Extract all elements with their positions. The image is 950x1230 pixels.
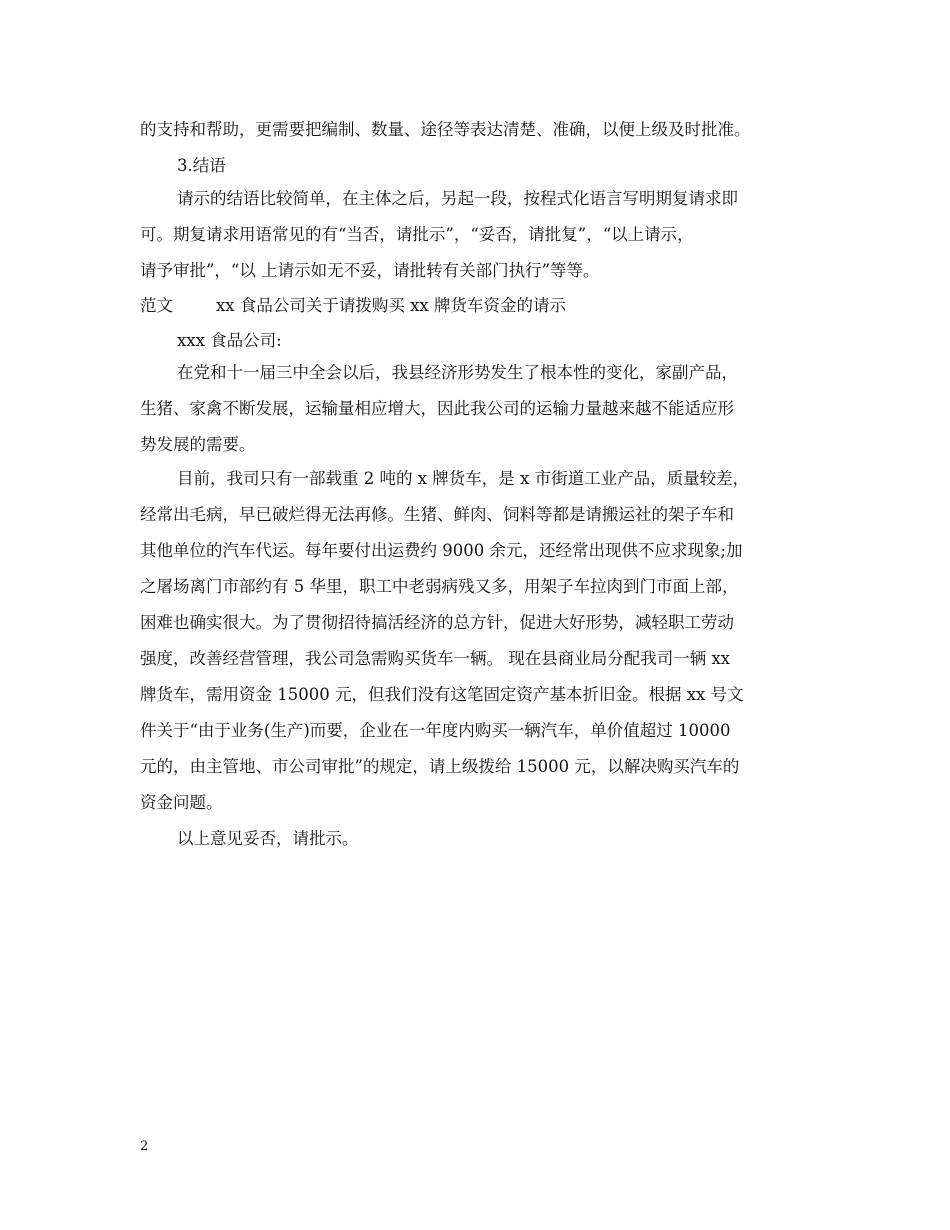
closing-line: 以上意见妥否，请批示。 [177,829,359,848]
paragraph-line: 在党和十一届三中全会以后，我县经济形势发生了根本性的变化，家副产品， [177,363,738,382]
section-heading: 3.结语 [177,156,226,175]
paragraph-line: 元的，由主管地、市公司审批”的规定，请上级拨给 15000 元，以解决购买汽车的 [140,757,740,776]
page-number: 2 [140,1139,149,1154]
paragraph-line: 牌货车，需用资金 15000 元，但我们没有这笔固定资产基本折旧金。根据 xx 号文 [140,685,744,704]
paragraph-line: 件关于“由于业务(生产)而要，企业在一年度内购买一辆汽车，单价值超过 10000 [140,721,731,740]
paragraph-line: 目前，我司只有一部载重 2 吨的 x 牌货车，是 x 市街道工业产品，质量较差， [177,469,750,488]
paragraph-line: 困难也确实很大。为了贯彻招待搞活经济的总方针，促进大好形势，减轻职工劳动 [140,613,734,632]
paragraph-line: 资金问题。 [140,793,223,812]
sample-label: 范文 [140,296,173,315]
paragraph-line: 的支持和帮助，更需要把编制、数量、途径等表达清楚、准确，以便上级及时批准。 [140,120,751,139]
paragraph-line: 强度，改善经营管理，我公司急需购买货车一辆。 现在县商业局分配我司一辆 xx [140,649,731,668]
paragraph-line: 请示的结语比较简单，在主体之后，另起一段，按程式化语言写明期复请求即 [177,189,738,208]
paragraph-line: 之屠场离门市部约有 5 华里，职工中老弱病残又多，用架子车拉肉到门市面上部， [140,577,739,596]
paragraph-line: 可。期复请求用语常见的有“当否，请批示”，“妥否，请批复”，“以上请示， [140,225,694,244]
paragraph-line: 经常出毛病，早已破烂得无法再修。生猪、鲜肉、饲料等都是请搬运社的架子车和 [140,505,734,524]
paragraph-line: 其他单位的汽车代运。每年要付出运费约 9000 余元，还经常出现供不应求现象;加 [140,541,743,560]
paragraph-line: 生猪、家禽不断发展，运输量相应增大，因此我公司的运输力量越来越不能适应形 [140,399,734,418]
addressee: xxx 食品公司: [177,331,282,350]
sample-title: xx 食品公司关于请拨购买 xx 牌货车资金的请示 [216,296,566,315]
paragraph-line: 势发展的需要。 [140,435,256,454]
paragraph-line: 请予审批”，“以 上请示如无不妥，请批转有关部门执行”等等。 [140,261,600,280]
